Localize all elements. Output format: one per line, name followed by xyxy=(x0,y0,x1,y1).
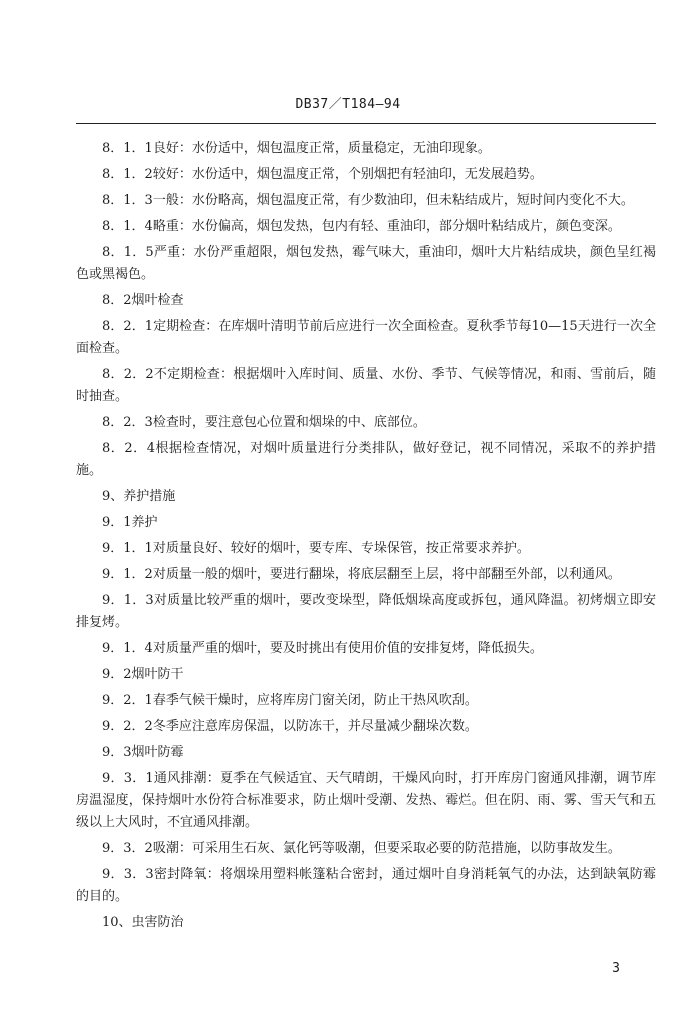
section-9-2-heading: 9．2烟叶防干 xyxy=(102,667,184,682)
clause-8-1-2: 8．1．2较好：水份适中，烟包温度正常，个别烟把有轻油印，无发展趋势。 xyxy=(102,167,543,182)
page-number: 3 xyxy=(612,961,620,976)
clause-9-1-4: 9．1．4对质量严重的烟叶，要及时挑出有使用价值的安排复烤，降低损失。 xyxy=(102,641,543,656)
clause-9-1-2: 9．1．2对质量一般的烟叶，要进行翻垛，将底层翻至上层，将中部翻至外部，以利通风。 xyxy=(102,567,621,582)
clause-8-2-1: 8．2．1定期检查：在库烟叶清明节前后应进行一次全面检查。夏秋季节每10—15天进行一次全面检查。 xyxy=(76,319,656,356)
header-rule xyxy=(76,123,656,124)
clause-8-1-4: 8．1．4略重：水份偏高，烟包发热，包内有轻、重油印，部分烟叶粘结成片，颜色变深。 xyxy=(102,219,621,234)
clause-9-1-3: 9．1．3对质量比较严重的烟叶，要改变垛型，降低烟垛高度或拆包，通风降温。初烤烟立即安排复烤。 xyxy=(76,593,656,630)
body-text xyxy=(76,138,656,938)
clause-9-3-2: 9．3．2吸潮：可采用生石灰、氯化钙等吸潮，但要采取必要的防范措施，以防事故发生。 xyxy=(102,841,621,856)
clause-8-2-2: 8．2．2不定期检查：根据烟叶入库时间、质量、水份、季节、气候等情况，和雨、雪前后，随时抽查。 xyxy=(76,367,656,404)
clause-9-2-2: 9．2．2冬季应注意库房保温，以防冻干，并尽量减少翻垛次数。 xyxy=(102,719,478,734)
clause-8-1-3: 8．1．3一般：水份略高，烟包温度正常，有少数油印，但未粘结成片，短时间内变化不大。 xyxy=(102,193,634,208)
section-8-2-heading: 8．2烟叶检查 xyxy=(102,293,184,308)
clause-9-3-1: 9．3．1通风排潮：夏季在气候适宜、天气晴朗，干燥风向时，打开库房门窗通风排潮，调节库房温湿度，保持烟叶水份符合标准要求，防止烟叶受潮、发热、霉烂。但在阴、雨、雾、雪天气和五级以上大风时，不宜通风排潮。 xyxy=(76,771,656,830)
section-9-1-heading: 9．1养护 xyxy=(102,515,158,530)
clause-8-2-3: 8．2．3检查时，要注意包心位置和烟垛的中、底部位。 xyxy=(102,415,426,430)
clause-8-2-4: 8．2．4根据检查情况，对烟叶质量进行分类排队，做好登记，视不同情况，采取不的养护措施。 xyxy=(76,441,656,478)
clause-9-1-1: 9．1．1对质量良好、较好的烟叶，要专库、专垛保管，按正常要求养护。 xyxy=(102,541,530,556)
section-9-heading: 9、养护措施 xyxy=(102,489,176,504)
section-10-heading: 10、虫害防治 xyxy=(102,915,184,930)
clause-9-3-3: 9．3．3密封降氧：将烟垛用塑料帐篷粘合密封，通过烟叶自身消耗氧气的办法，达到缺氧防霉的目的。 xyxy=(76,867,656,904)
standard-code-header: DB37／T184—94 xyxy=(295,97,401,112)
clause-8-1-5: 8．1．5严重：水份严重超限，烟包发热，霉气味大，重油印，烟叶大片粘结成块，颜色呈红褐色或黑褐色。 xyxy=(76,245,656,282)
section-9-3-heading: 9．3烟叶防霉 xyxy=(102,745,184,760)
clause-9-2-1: 9．2．1春季气候干燥时，应将库房门窗关闭，防止干热风吹刮。 xyxy=(102,693,478,708)
clause-8-1-1: 8．1．1良好：水份适中，烟包温度正常，质量稳定，无油印现象。 xyxy=(102,141,491,156)
